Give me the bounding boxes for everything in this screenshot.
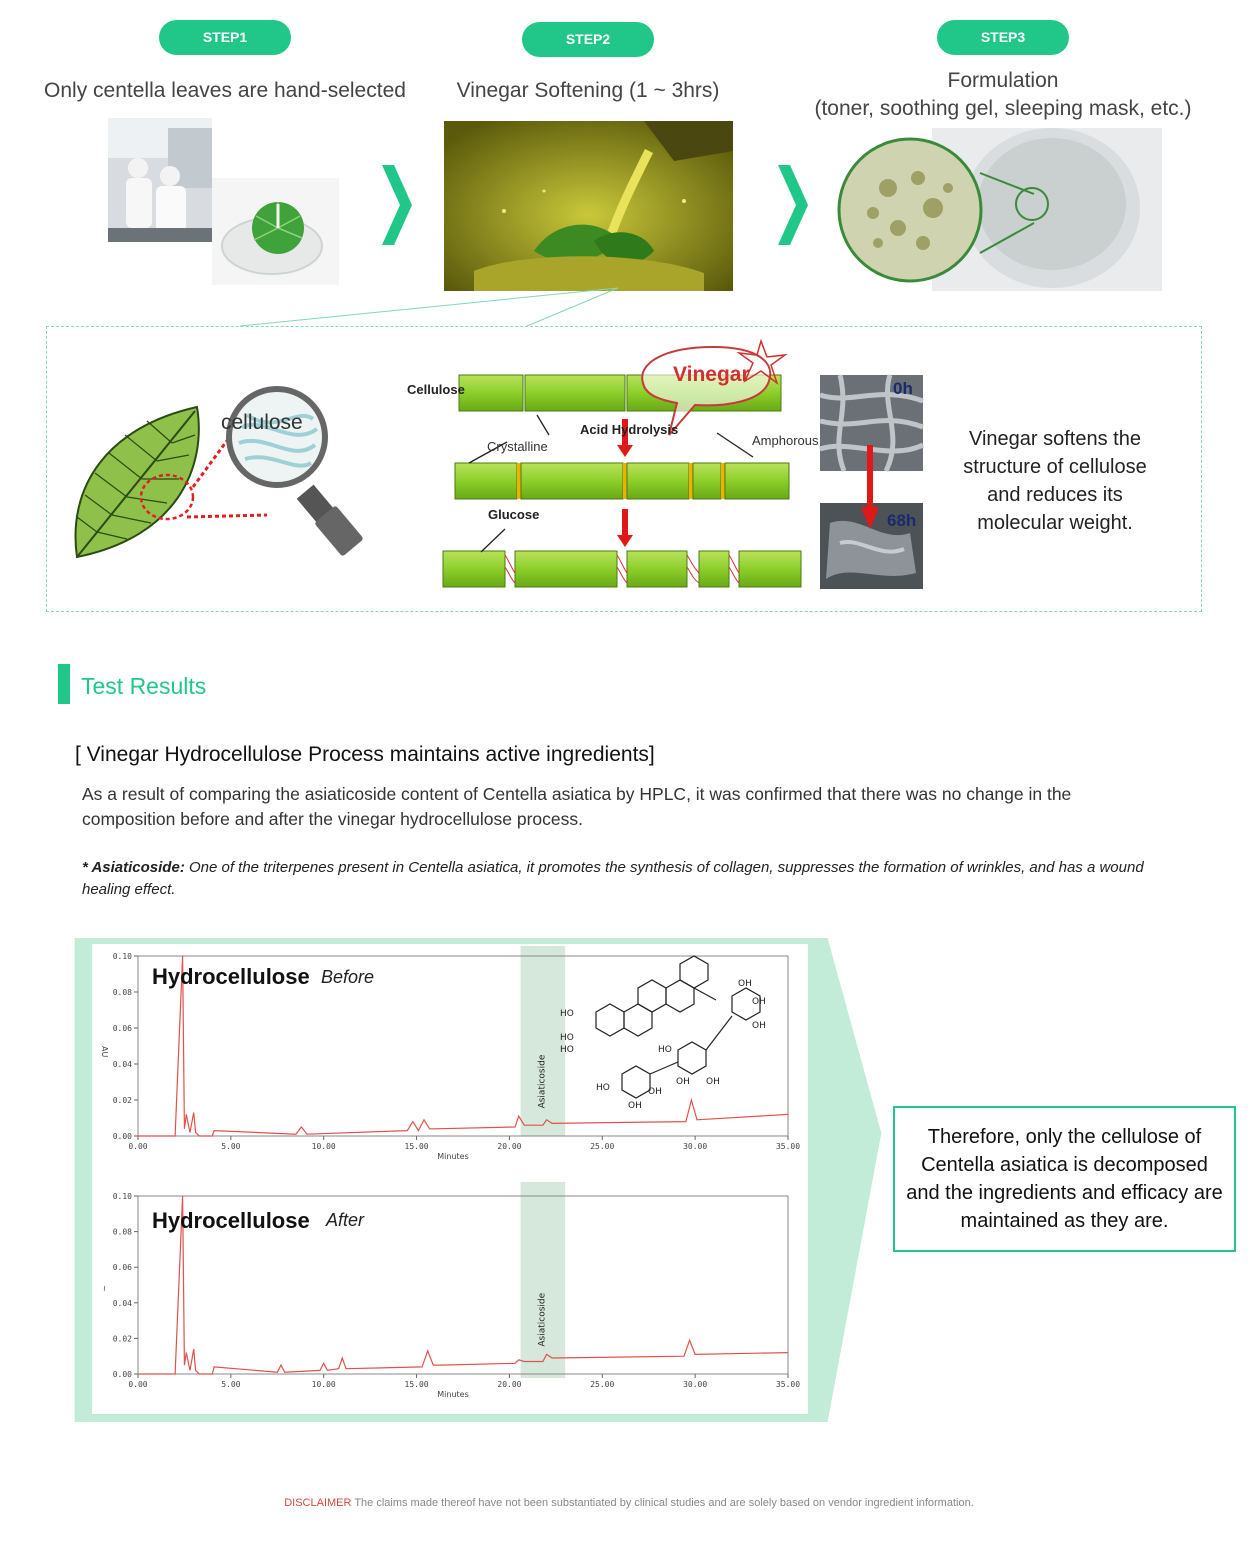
label-acid-hydrolysis: Acid Hydrolysis <box>580 422 679 437</box>
chart-after-title: Hydrocellulose <box>152 1208 310 1233</box>
y-tick-label: 0.06 <box>112 1263 132 1273</box>
step2 <box>403 22 773 105</box>
x-axis-label: Minutes <box>437 1390 469 1399</box>
x-tick-label: 10.00 <box>311 1380 336 1389</box>
step2-caption: Vinegar Softening (1 ~ 3hrs) <box>456 79 720 102</box>
chart-before-subtitle: Before <box>321 967 375 987</box>
svg-text:OH: OH <box>676 1077 690 1087</box>
disclaimer-label: DISCLAIMER <box>284 1497 352 1509</box>
connector-lines <box>0 280 1258 330</box>
section-title: Test Results <box>81 673 207 699</box>
step1 <box>40 20 410 105</box>
svg-text:HO: HO <box>596 1083 610 1093</box>
x-tick-label: 20.00 <box>497 1142 522 1151</box>
y-axis-label: ~ <box>100 1285 109 1292</box>
step1-caption: Only centella leaves are hand-selected <box>44 79 406 102</box>
label-amphorous: Amphorous <box>752 433 819 448</box>
conclusion-text: Therefore, only the cellulose of Centella asiatica is decomposed and the ingredients and efficacy are maintained as they are. <box>906 1126 1223 1232</box>
step3 <box>803 20 1203 123</box>
chevron-right-icon <box>382 165 412 245</box>
y-tick-label: 0.02 <box>112 1334 132 1344</box>
disclaimer-text: The claims made thereof have not been substantiated by clinical studies and are solely based on vendor ingredient information. <box>351 1497 974 1509</box>
sem-label-0h: 0h <box>893 379 913 398</box>
step3-badge: STEP3 <box>937 20 1069 55</box>
x-tick-label: 15.00 <box>404 1142 429 1151</box>
sem-label-68h: 68h <box>887 511 917 530</box>
label-cellulose: Cellulose <box>407 382 465 397</box>
y-tick-label: 0.10 <box>112 1192 132 1201</box>
step3-caption-detail: (toner, soothing gel, sleeping mask, etc.) <box>814 97 1192 120</box>
step1-badge: STEP1 <box>159 20 291 55</box>
svg-text:OH: OH <box>648 1087 662 1097</box>
note-term: * Asiaticoside: <box>82 859 185 876</box>
svg-text:HO: HO <box>658 1045 672 1055</box>
y-tick-label: 0.10 <box>112 952 132 961</box>
x-tick-label: 35.00 <box>775 1142 801 1151</box>
y-tick-label: 0.08 <box>112 988 132 997</box>
disclaimer <box>0 1497 1258 1509</box>
results-subhead: [ Vinegar Hydrocellulose Process maintains active ingredients] <box>75 743 655 766</box>
magnifier-label: cellulose <box>221 411 303 434</box>
y-tick-label: 0.04 <box>112 1060 132 1069</box>
y-tick-label: 0.06 <box>112 1024 132 1033</box>
x-axis-label: Minutes <box>437 1152 469 1161</box>
asiaticoside-highlight-band <box>521 1182 566 1378</box>
x-tick-label: 25.00 <box>590 1142 615 1151</box>
svg-text:HO: HO <box>560 1045 574 1055</box>
svg-text:HO: HO <box>560 1033 574 1043</box>
leaf-magnifier-illustration <box>67 367 387 567</box>
asiaticoside-note <box>82 857 1162 901</box>
x-tick-label: 25.00 <box>590 1380 615 1389</box>
x-tick-label: 30.00 <box>683 1380 708 1389</box>
svg-text:OH: OH <box>628 1101 642 1111</box>
y-tick-label: 0.00 <box>112 1132 132 1141</box>
x-tick-label: 10.00 <box>311 1142 336 1151</box>
svg-text:OH: OH <box>706 1077 720 1087</box>
x-tick-label: 0.00 <box>128 1380 148 1389</box>
y-tick-label: 0.08 <box>112 1227 132 1237</box>
diagram-description: Vinegar softens the structure of cellulose and reduces its molecular weight. <box>963 428 1147 534</box>
label-glucose: Glucose <box>488 507 540 522</box>
svg-text:OH: OH <box>752 997 766 1007</box>
x-tick-label: 35.00 <box>775 1380 801 1389</box>
asiaticoside-molecule-structure <box>556 956 766 1111</box>
svg-text:HO: HO <box>560 1009 574 1019</box>
x-tick-label: 5.00 <box>221 1380 241 1389</box>
label-vinegar: Vinegar <box>673 363 750 386</box>
section-accent-bar <box>58 664 70 704</box>
label-crystalline: Crystalline <box>487 439 548 454</box>
chart-before-title: Hydrocellulose <box>152 964 310 989</box>
centella-leaf-dish-photo <box>212 178 339 285</box>
x-tick-label: 30.00 <box>683 1142 708 1151</box>
conclusion-box <box>893 1106 1236 1252</box>
peak-annotation: Asiaticoside <box>537 1292 548 1347</box>
step2-badge: STEP2 <box>522 22 654 57</box>
x-tick-label: 0.00 <box>128 1142 148 1151</box>
chevron-right-icon <box>778 165 808 245</box>
lab-workers-photo <box>108 118 212 242</box>
y-tick-label: 0.02 <box>112 1096 132 1105</box>
hydrolysis-diagram-box <box>46 326 1202 612</box>
x-tick-label: 15.00 <box>404 1380 429 1389</box>
hplc-chart-panel <box>92 944 808 1414</box>
chart-after-subtitle: After <box>326 1210 365 1230</box>
y-tick-label: 0.00 <box>112 1370 132 1379</box>
vinegar-pour-photo <box>444 121 733 291</box>
svg-text:OH: OH <box>738 979 752 989</box>
y-tick-label: 0.04 <box>112 1298 132 1308</box>
arrow-down-icon <box>861 445 879 529</box>
y-axis-label: AU <box>100 1046 109 1058</box>
x-tick-label: 5.00 <box>221 1142 241 1151</box>
note-text: One of the triterpenes present in Centella asiatica, it promotes the synthesis of collagen, suppresses the formation of wrinkles, and has a wound healing effect. <box>82 859 1144 898</box>
zoomed-gel-circle <box>838 128 1058 288</box>
svg-text:OH: OH <box>752 1021 766 1031</box>
results-paragraph: As a result of comparing the asiaticoside content of Centella asiatica by HPLC, it was confirmed that there was no change in the composition before and after the vinegar hydrocellulose process. <box>82 784 1072 829</box>
step3-caption: Formulation <box>947 69 1059 92</box>
x-tick-label: 20.00 <box>497 1380 522 1389</box>
peak-annotation: Asiaticoside <box>537 1054 548 1109</box>
